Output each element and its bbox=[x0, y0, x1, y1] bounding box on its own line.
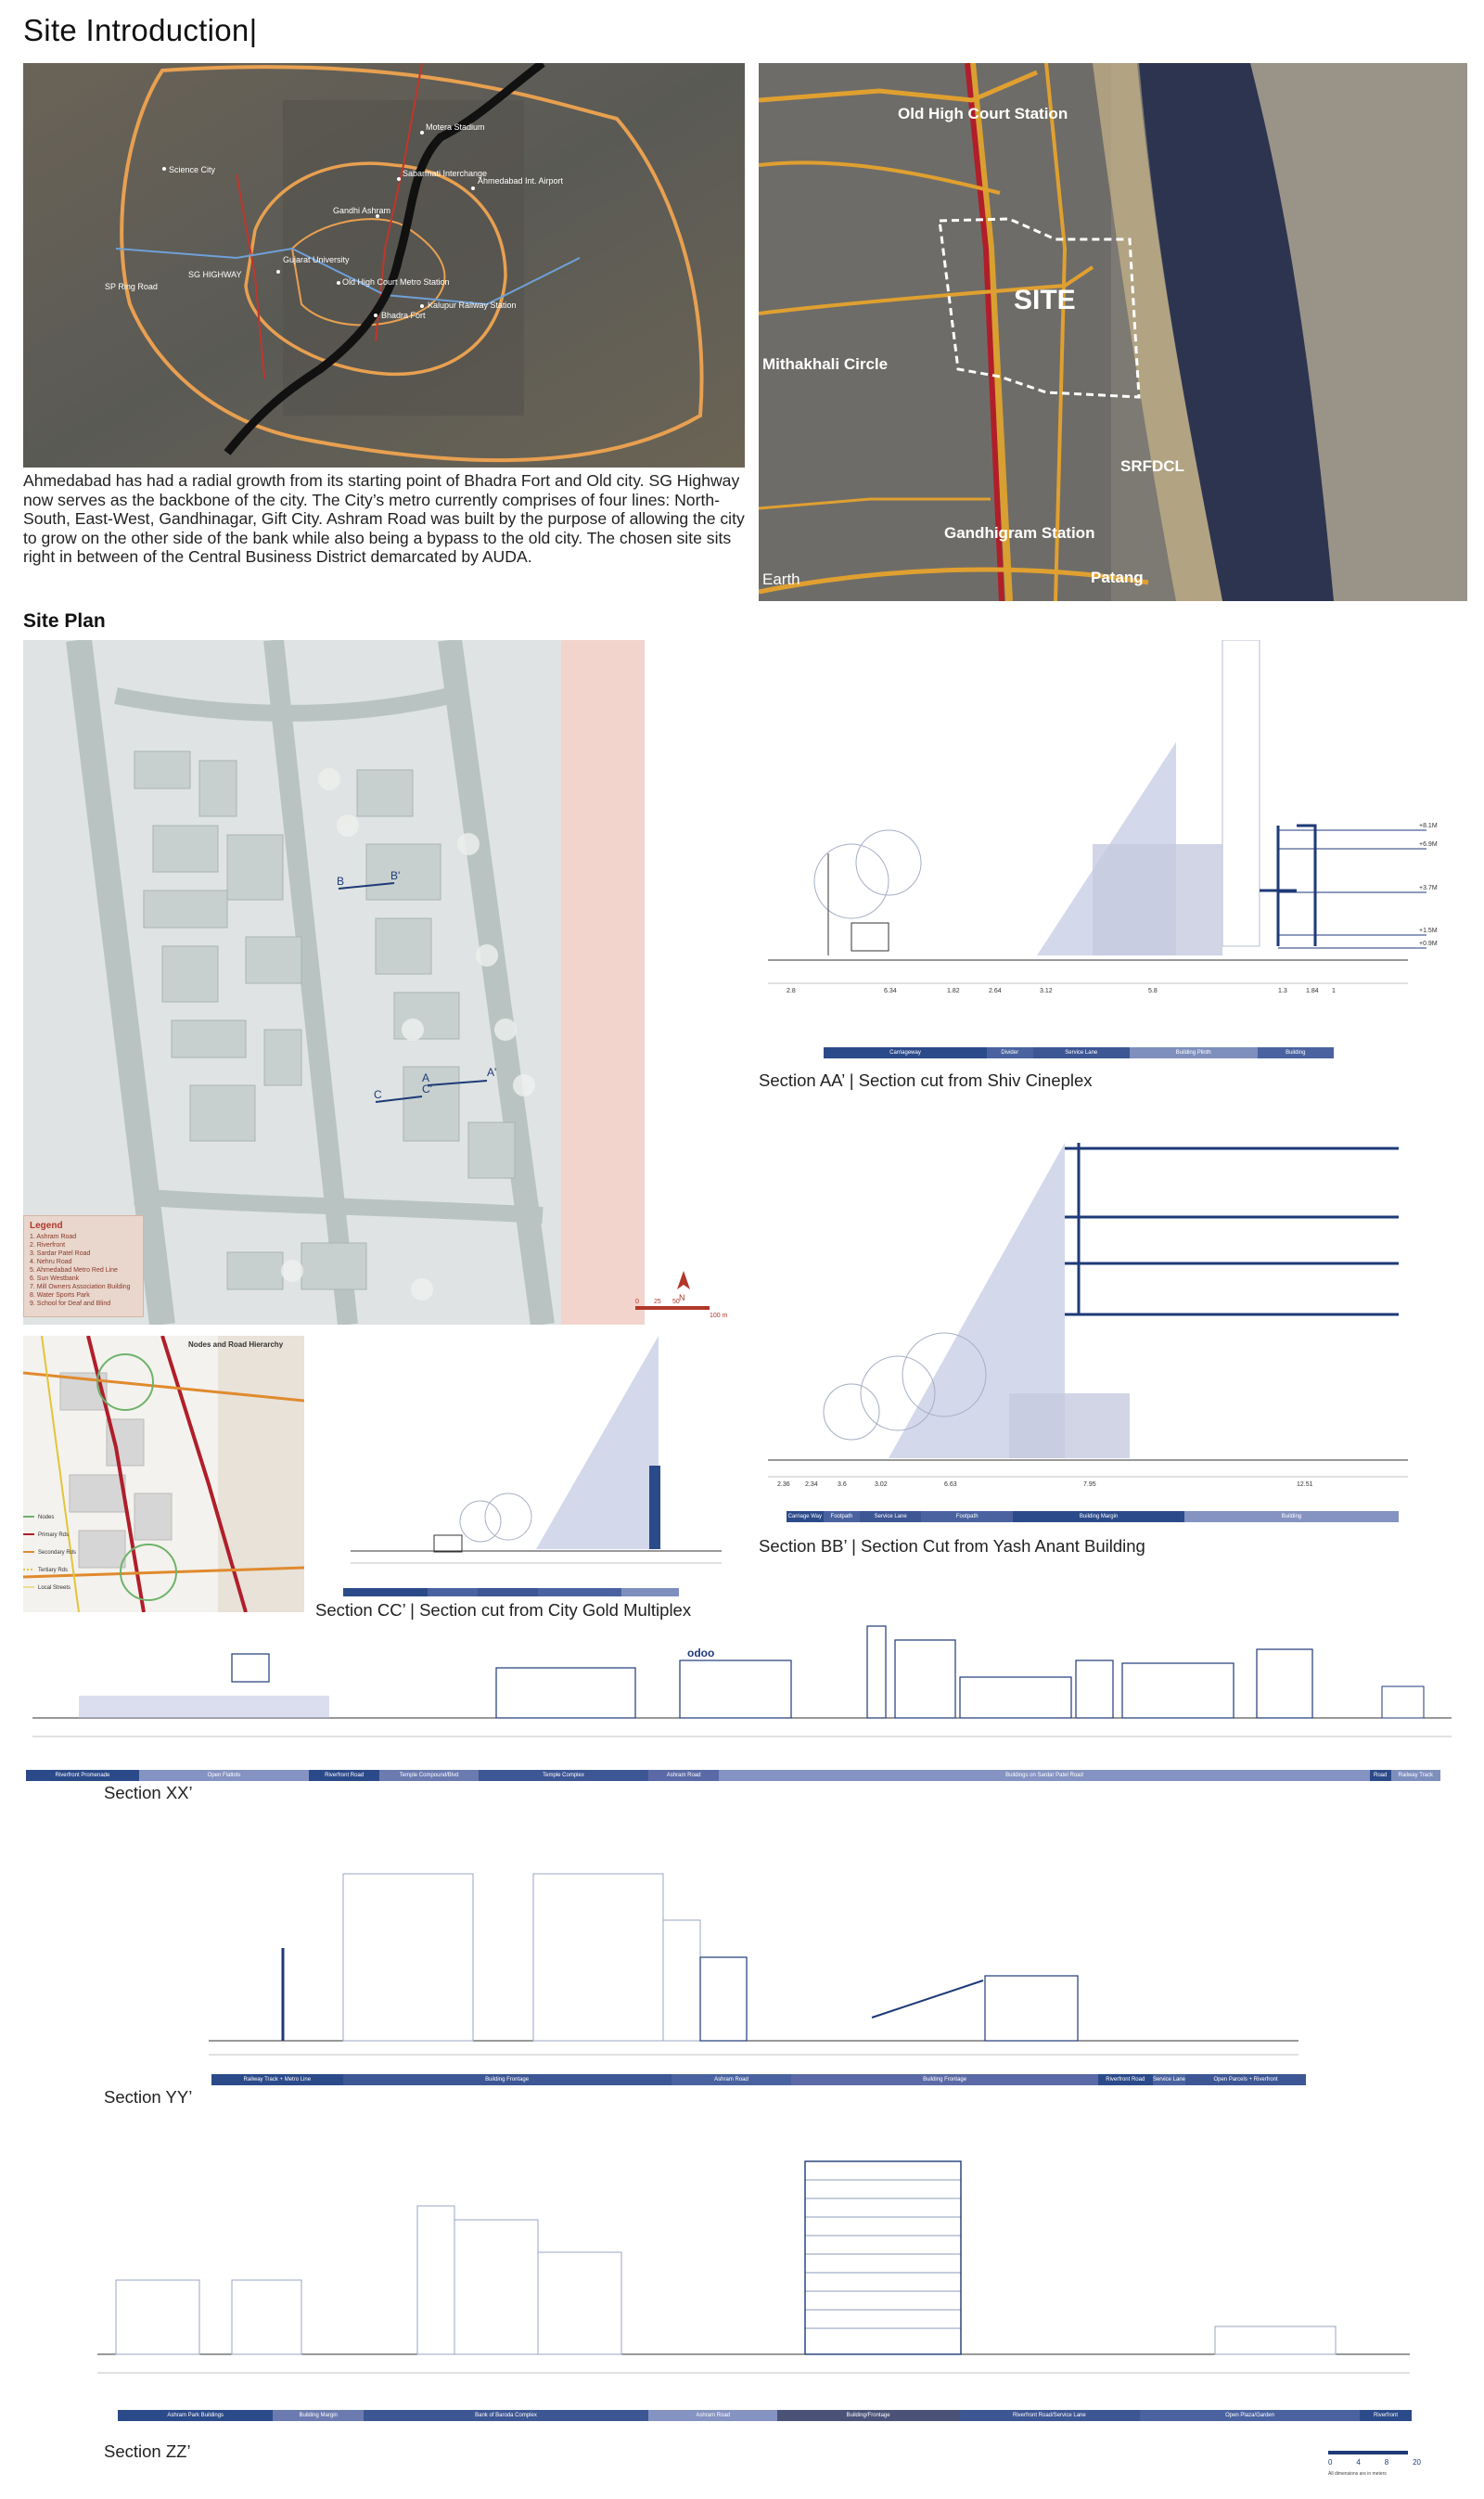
section-mark: B bbox=[337, 875, 345, 888]
zone: Riverfront Road bbox=[309, 1770, 379, 1781]
section-yy-drawing bbox=[204, 1855, 1317, 2078]
zone: Carriageway bbox=[824, 1047, 987, 1058]
dim-label: 5.8 bbox=[1148, 988, 1158, 994]
section-scale-labels: 0 4 8 20 bbox=[1328, 2458, 1421, 2467]
hierarchy-legend-item: Primary Rds bbox=[38, 1532, 70, 1538]
sat-label: Patang bbox=[1091, 569, 1144, 586]
section-aa-zone-bar bbox=[824, 1047, 1334, 1058]
zone: Buildings on Sardar Patel Road bbox=[719, 1770, 1370, 1781]
zone: Ashram Park Buildings bbox=[118, 2410, 273, 2421]
section-mark: C' bbox=[422, 1083, 432, 1096]
page-title: Site Introduction| bbox=[23, 13, 258, 47]
hierarchy-legend-item: Local Streets bbox=[38, 1585, 71, 1591]
legend-item: 9. School for Deaf and Blind bbox=[30, 1301, 111, 1307]
dim-label: 3.12 bbox=[1040, 988, 1053, 994]
dim-label: 3.02 bbox=[875, 1481, 888, 1488]
dim-label: 1.82 bbox=[947, 988, 960, 994]
section-zz-zone-bar bbox=[118, 2410, 1412, 2421]
dim-label: 1 bbox=[1332, 988, 1336, 994]
site-plan-legend bbox=[23, 1215, 144, 1317]
section-yy-caption: Section YY’ bbox=[104, 2087, 193, 2107]
section-scale-bar bbox=[1328, 2451, 1408, 2454]
level-label: +8.1M bbox=[1419, 823, 1438, 829]
city-map-label: Old High Court Metro Station bbox=[342, 277, 450, 287]
intro-paragraph: Ahmedabad has had a radial growth from its starting point of Bhadra Fort and Old city. SG Highway now serves as the backbone of the city. The City’s metro currently comprises of four lines: North-South, East-West, Gandhinagar, Gift City. Ashram Road was built by the purpose of allowing the city to grow on the other side of the bank while also being a bypass to the old city. The chosen site sits right in between of the Central Business District demarcated by AUDA. bbox=[23, 471, 745, 566]
zone: Railway Track bbox=[1391, 1770, 1440, 1781]
city-map-label: Gujarat University bbox=[283, 255, 350, 264]
legend-item: 8. Water Sports Park bbox=[30, 1292, 90, 1299]
dim-label: 2.34 bbox=[805, 1481, 818, 1488]
zone: Footpath bbox=[921, 1511, 1013, 1522]
legend-item: 2. Riverfront bbox=[30, 1242, 66, 1249]
odoo-sign: odoo bbox=[687, 1647, 715, 1660]
zone: Riverfront Road/Service Lane bbox=[959, 2410, 1140, 2421]
svg-text:50: 50 bbox=[672, 1299, 680, 1305]
section-bb-zone-bar bbox=[787, 1511, 1399, 1522]
zone: Open Parcels + Riverfront bbox=[1185, 2074, 1306, 2085]
dim-label: 6.63 bbox=[944, 1481, 957, 1488]
svg-text:25: 25 bbox=[654, 1299, 661, 1305]
city-map-label: Ahmedabad Int. Airport bbox=[478, 176, 564, 186]
hierarchy-legend-item: Nodes bbox=[38, 1515, 55, 1520]
dim-label: 2.36 bbox=[777, 1481, 790, 1488]
site-satellite-map bbox=[759, 63, 1467, 601]
dim-label: 1.3 bbox=[1278, 988, 1287, 994]
city-map bbox=[23, 63, 745, 468]
zone: Service Lane bbox=[1033, 1047, 1131, 1058]
section-zz-drawing bbox=[93, 2159, 1428, 2410]
zone: Bank of Baroda Complex bbox=[364, 2410, 648, 2421]
zone: Building bbox=[1184, 1511, 1399, 1522]
dim-label: 7.95 bbox=[1083, 1481, 1096, 1488]
sat-label: Gandhigram Station bbox=[944, 524, 1095, 542]
section-cc-zone-bar bbox=[343, 1588, 679, 1596]
legend-title: Legend bbox=[30, 1221, 63, 1231]
section-xx-drawing bbox=[23, 1621, 1470, 1770]
dim-label: 2.64 bbox=[989, 988, 1002, 994]
section-mark: C bbox=[374, 1088, 382, 1101]
zone: Temple Complex bbox=[479, 1770, 648, 1781]
zone: Riverfront Promenade bbox=[26, 1770, 139, 1781]
sat-label: Mithakhali Circle bbox=[762, 355, 889, 373]
svg-text:100 m: 100 m bbox=[710, 1313, 728, 1319]
level-label: +0.9M bbox=[1419, 941, 1438, 947]
city-map-label: Science City bbox=[169, 165, 216, 174]
hierarchy-legend-item: Secondary Rds bbox=[38, 1550, 77, 1556]
legend-item: 3. Sardar Patel Road bbox=[30, 1250, 91, 1257]
city-map-label: Motera Stadium bbox=[426, 122, 485, 132]
zone: Open Plaza/Garden bbox=[1140, 2410, 1360, 2421]
legend-item: 4. Nehru Road bbox=[30, 1259, 72, 1265]
section-mark: B' bbox=[390, 869, 401, 882]
section-bb-caption: Section BB’ | Section Cut from Yash Anant Building bbox=[759, 1536, 1145, 1556]
dim-label: 12.51 bbox=[1297, 1481, 1313, 1488]
level-label: +3.7M bbox=[1419, 885, 1438, 891]
site-plan-heading: Site Plan bbox=[23, 610, 106, 632]
hierarchy-title: Nodes and Road Hierarchy bbox=[188, 1340, 284, 1349]
sat-label: Old High Court Station bbox=[898, 105, 1068, 122]
city-map-label: Gandhi Ashram bbox=[333, 206, 391, 215]
legend-item: 7. Mill Owners Association Building bbox=[30, 1284, 131, 1290]
section-zz-caption: Section ZZ’ bbox=[104, 2441, 191, 2461]
sat-label-site: SITE bbox=[1014, 285, 1076, 315]
legend-item: 6. Sun Westbank bbox=[30, 1275, 80, 1282]
zone: Building Margin bbox=[273, 2410, 364, 2421]
city-map-label: SP Ring Road bbox=[105, 282, 158, 291]
section-aa-caption: Section AA’ | Section cut from Shiv Cineplex bbox=[759, 1070, 1093, 1090]
hierarchy-legend-item: Tertiary Rds bbox=[38, 1568, 69, 1573]
zone: Building/Frontage bbox=[777, 2410, 958, 2421]
city-map-label: SG HIGHWAY bbox=[188, 270, 242, 279]
zone: Riverfront Road bbox=[1098, 2074, 1153, 2085]
svg-text:N: N bbox=[679, 1293, 685, 1302]
scale-note: All dimensions are in meters bbox=[1328, 2471, 1387, 2477]
legend-item: 5. Ahmedabad Metro Red Line bbox=[30, 1267, 118, 1274]
zone: Open Flatlots bbox=[139, 1770, 309, 1781]
zone: Service Lane bbox=[860, 1511, 921, 1522]
section-cc-drawing bbox=[313, 1336, 740, 1596]
zone: Service Lane bbox=[1153, 2074, 1185, 2085]
zone: Road bbox=[1370, 1770, 1391, 1781]
svg-text:0: 0 bbox=[635, 1299, 639, 1305]
zone: Temple Compound/Blvd bbox=[379, 1770, 479, 1781]
section-cc-caption: Section CC’ | Section cut from City Gold Multiplex bbox=[315, 1600, 692, 1620]
section-mark: A' bbox=[487, 1066, 497, 1079]
section-bb-drawing bbox=[759, 1143, 1467, 1514]
section-xx-zone-bar bbox=[26, 1770, 1440, 1781]
zone: Riverfront bbox=[1360, 2410, 1412, 2421]
zone: Ashram Road bbox=[648, 1770, 719, 1781]
city-map-label: Bhadra Fort bbox=[381, 311, 426, 320]
zone: Footpath bbox=[824, 1511, 861, 1522]
city-map-label: Kalupur Railway Station bbox=[428, 301, 517, 310]
road-hierarchy-map bbox=[23, 1336, 304, 1612]
zone: Railway Track + Metro Line bbox=[211, 2074, 343, 2085]
section-xx-caption: Section XX’ bbox=[104, 1783, 193, 1802]
level-label: +1.5M bbox=[1419, 928, 1438, 934]
zone: Ashram Road bbox=[648, 2410, 778, 2421]
zone: Building Plinth bbox=[1130, 1047, 1258, 1058]
section-aa-drawing bbox=[759, 640, 1467, 1048]
section-mark: A bbox=[422, 1071, 430, 1084]
zone: Building Frontage bbox=[343, 2074, 672, 2085]
zone: Building bbox=[1258, 1047, 1335, 1058]
level-label: +6.9M bbox=[1419, 841, 1438, 848]
dim-label: 6.34 bbox=[884, 988, 897, 994]
dim-label: 3.6 bbox=[838, 1481, 847, 1488]
legend-item: 1. Ashram Road bbox=[30, 1234, 77, 1240]
city-map-label: Sabarmati Interchange bbox=[403, 169, 488, 178]
dim-label: 2.8 bbox=[787, 988, 796, 994]
sat-label: SRFDCL bbox=[1120, 457, 1184, 475]
sat-label: Earth bbox=[762, 570, 800, 588]
zone: Building Frontage bbox=[791, 2074, 1097, 2085]
zone: Ashram Road bbox=[672, 2074, 792, 2085]
zone: Building Margin bbox=[1013, 1511, 1184, 1522]
zone: Carriage Way bbox=[787, 1511, 824, 1522]
section-yy-zone-bar bbox=[211, 2074, 1306, 2085]
dim-label: 1.84 bbox=[1306, 988, 1319, 994]
zone: Divider bbox=[987, 1047, 1033, 1058]
